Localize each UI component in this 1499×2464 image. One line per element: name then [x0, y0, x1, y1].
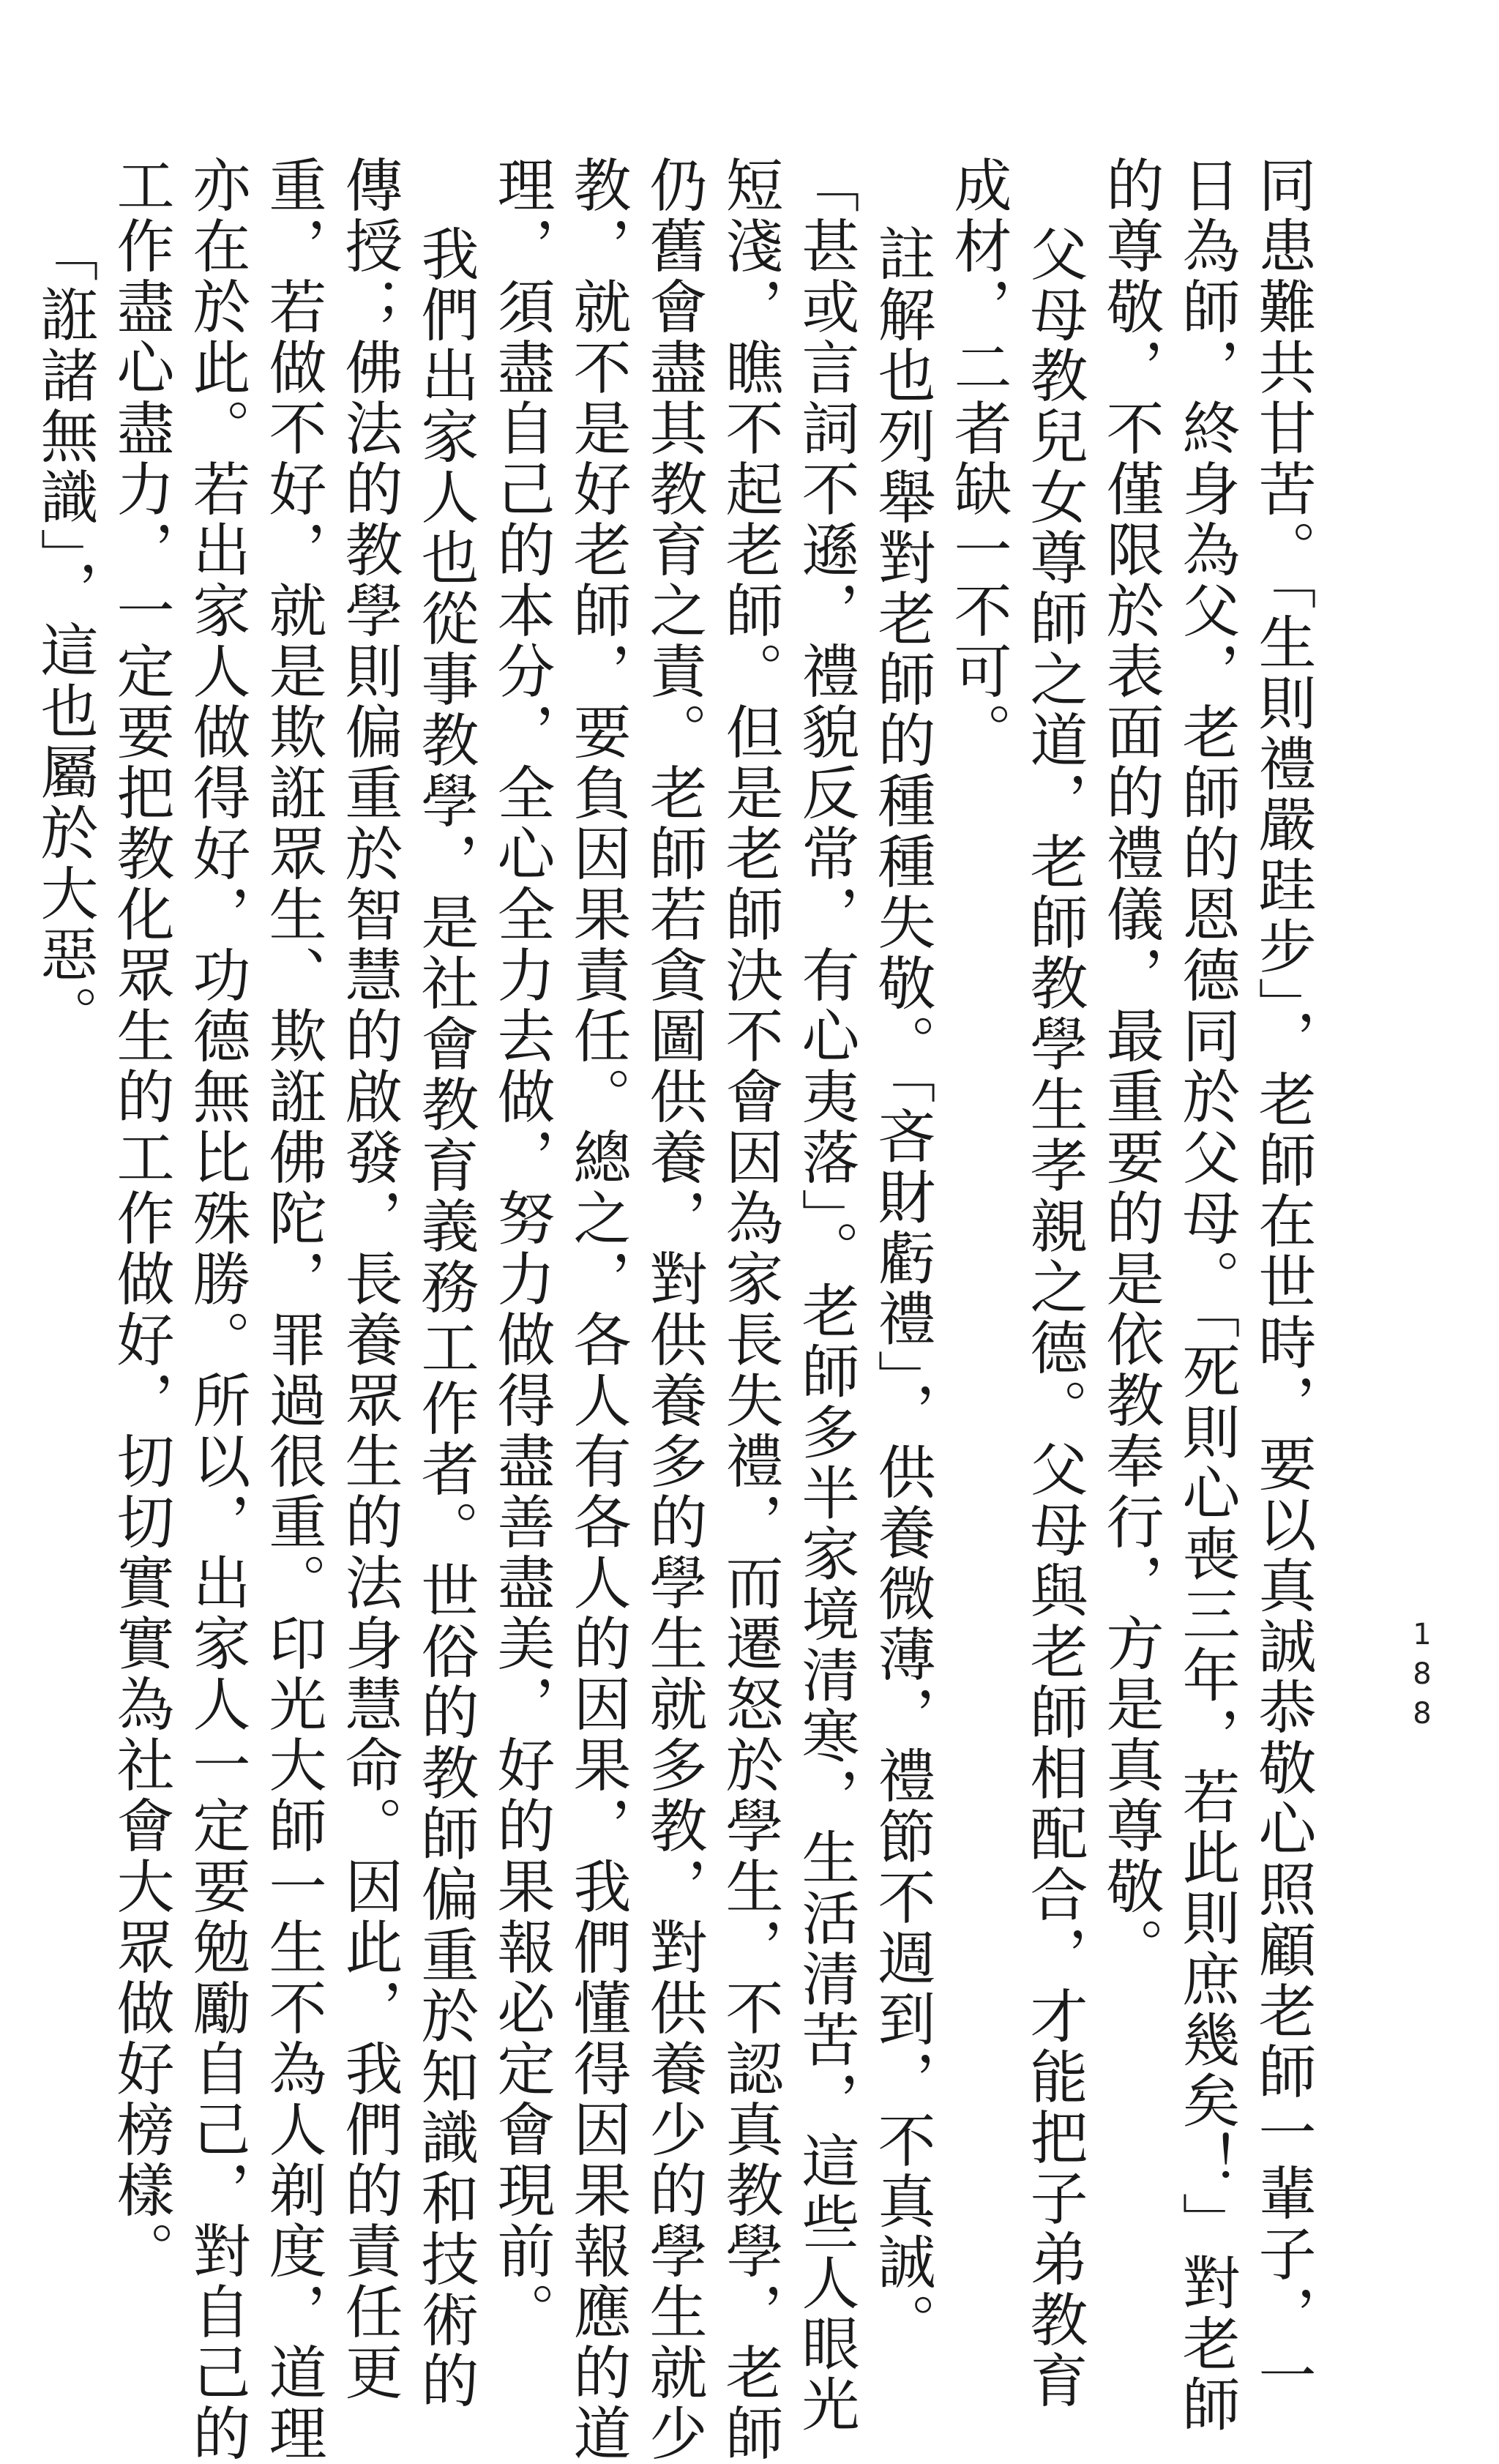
text-column: 短淺，瞧不起老師。但是老師決不會因為家長失禮，而遷怒於學生，不認真教學，老師	[716, 155, 783, 2464]
text-column: 仍舊會盡其教育之責。老師若貪圖供養，對供養多的學生就多教，對供養少的學生就少	[640, 155, 707, 2464]
text-column: 亦在於此。若出家人做得好，功德無比殊勝。所以，出家人一定要勉勵自己，對自己的	[183, 155, 250, 2464]
text-column: 成材，二者缺一不可。	[944, 155, 1012, 763]
text-column: 日為師，終身為父，老師的恩德同於父母。「死則心喪三年，若此則庶幾矣！」對老師	[1173, 155, 1240, 2435]
text-column: 父母教兒女尊師之道，老師教學生孝親之德。父母與老師相配合，才能把子弟教育	[1020, 224, 1088, 2411]
body-text	[31, 155, 1316, 2464]
text-column: 傳授；佛法的教學則偏重於智慧的啟發，長養眾生的法身慧命。因此，我們的責任更	[335, 155, 403, 2403]
text-column: 的尊敬，不僅限於表面的禮儀，最重要的是依教奉行，方是真尊敬。	[1096, 155, 1164, 1978]
text-column: 重，若做不好，就是欺誑眾生、欺誑佛陀，罪過很重。印光大師一生不為人剃度，道理	[259, 155, 326, 2464]
text-column: 同患難共甘苦。「生則禮嚴跬步」，老師在世時，要以真誠恭敬心照顧老師一輩子，一	[1249, 155, 1316, 2406]
text-column: 「甚或言詞不遜，禮貌反常，有心夷落」。老師多半家境清寒，生活清苦，這些人眼光	[792, 155, 859, 2435]
text-column: 理，須盡自己的本分，全心全力去做，努力做得盡善盡美，好的果報必定會現前。	[487, 155, 555, 2342]
text-column: 註解也列舉對老師的種種失敬。「吝財虧禮」，供養微薄，禮節不週到，不真誠。	[868, 224, 935, 2353]
text-column: 工作盡心盡力，一定要把教化眾生的工作做好，切切實實為社會大眾做好榜樣。	[107, 155, 174, 2282]
text-column: 「誑諸無識」，這也屬於大惡。	[31, 224, 98, 1046]
text-column: 我們出家人也從事教學，是社會教育義務工作者。世俗的教師偏重於知識和技術的	[411, 224, 479, 2411]
text-column: 教，就不是好老師，要負因果責任。總之，各人有各人的因果，我們懂得因果報應的道	[564, 155, 631, 2464]
page-number: 188	[1405, 1618, 1439, 1736]
